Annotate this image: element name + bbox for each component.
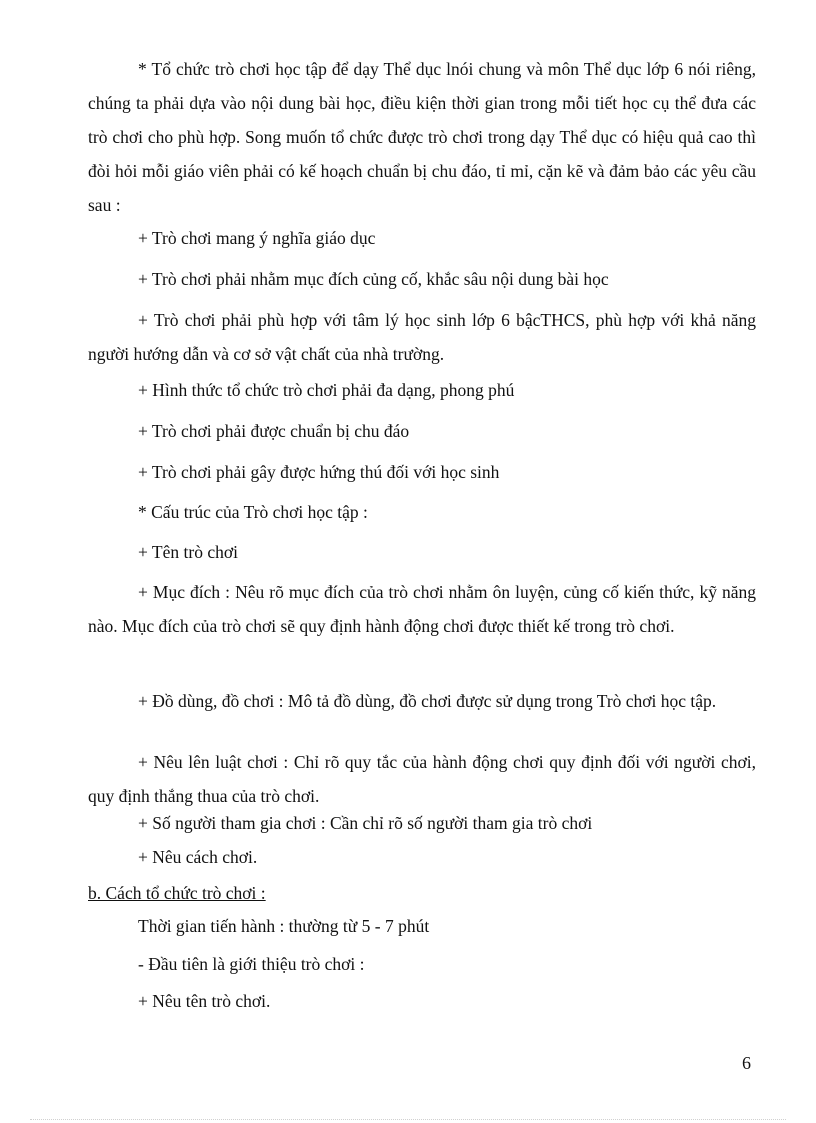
section-heading: b. Cách tổ chức trò chơi : bbox=[88, 883, 266, 903]
page-divider bbox=[30, 1119, 786, 1120]
requirement-diverse-forms: + Hình thức tổ chức trò chơi phải đa dạng, phong phú bbox=[138, 380, 515, 400]
structure-purpose: + Mục đích : Nêu rõ mục đích của trò chơi nhằm ôn luyện, củng cố kiến thức, kỹ năng nào. Mục đích của trò chơi sẽ quy định hành động chơi được thiết kế trong trò chơi. bbox=[88, 582, 756, 636]
requirement-purpose: + Trò chơi phải nhằm mục đích củng cố, khắc sâu nội dung bài học bbox=[138, 269, 609, 289]
structure-how-to-play: + Nêu cách chơi. bbox=[138, 847, 258, 867]
structure-participants: + Số người tham gia chơi : Cần chỉ rõ số người tham gia trò chơi bbox=[138, 813, 593, 833]
structure-game-name: + Tên trò chơi bbox=[138, 542, 238, 562]
requirement-interest: + Trò chơi phải gây được hứng thú đối với học sinh bbox=[138, 462, 500, 482]
time-duration: Thời gian tiến hành : thường từ 5 - 7 phút bbox=[138, 916, 430, 936]
structure-rules: + Nêu lên luật chơi : Chỉ rõ quy tắc của hành động chơi quy định đối với người chơi, quy định thắng thua của trò chơi. bbox=[88, 752, 756, 806]
requirement-educational: + Trò chơi mang ý nghĩa giáo dục bbox=[138, 228, 376, 248]
requirement-suitability: + Trò chơi phải phù hợp với tâm lý học sinh lớp 6 bậcTHCS, phù hợp với khả năng người hướng dẫn và cơ sở vật chất của nhà trường. bbox=[88, 310, 756, 364]
structure-equipment: + Đồ dùng, đồ chơi : Mô tả đồ dùng, đồ chơi được sử dụng trong Trò chơi học tập. bbox=[138, 691, 717, 711]
page-number: 6 bbox=[742, 1053, 751, 1073]
structure-heading: * Cấu trúc của Trò chơi học tập : bbox=[138, 502, 368, 522]
step-introduce-game: - Đầu tiên là giới thiệu trò chơi : bbox=[138, 954, 365, 974]
paragraph-organizing-games: * Tổ chức trò chơi học tập để dạy Thể dục lnói chung và môn Thể dục lớp 6 nói riêng, chúng ta phải dựa vào nội dung bài học, điều kiện thời gian trong mỗi tiết học cụ thể đưa các trò chơi cho phù hợp. Song muốn tổ chức được trò chơi trong dạy Thể dục có hiệu quả cao thì đòi hỏi mỗi giáo viên phải có kế hoạch chuẩn bị chu đáo, tỉ mỉ, cặn kẽ và đảm bảo các yêu cầu sau : bbox=[88, 59, 756, 215]
step-state-game-name: + Nêu tên trò chơi. bbox=[138, 991, 271, 1011]
requirement-preparation: + Trò chơi phải được chuẩn bị chu đáo bbox=[138, 421, 410, 441]
